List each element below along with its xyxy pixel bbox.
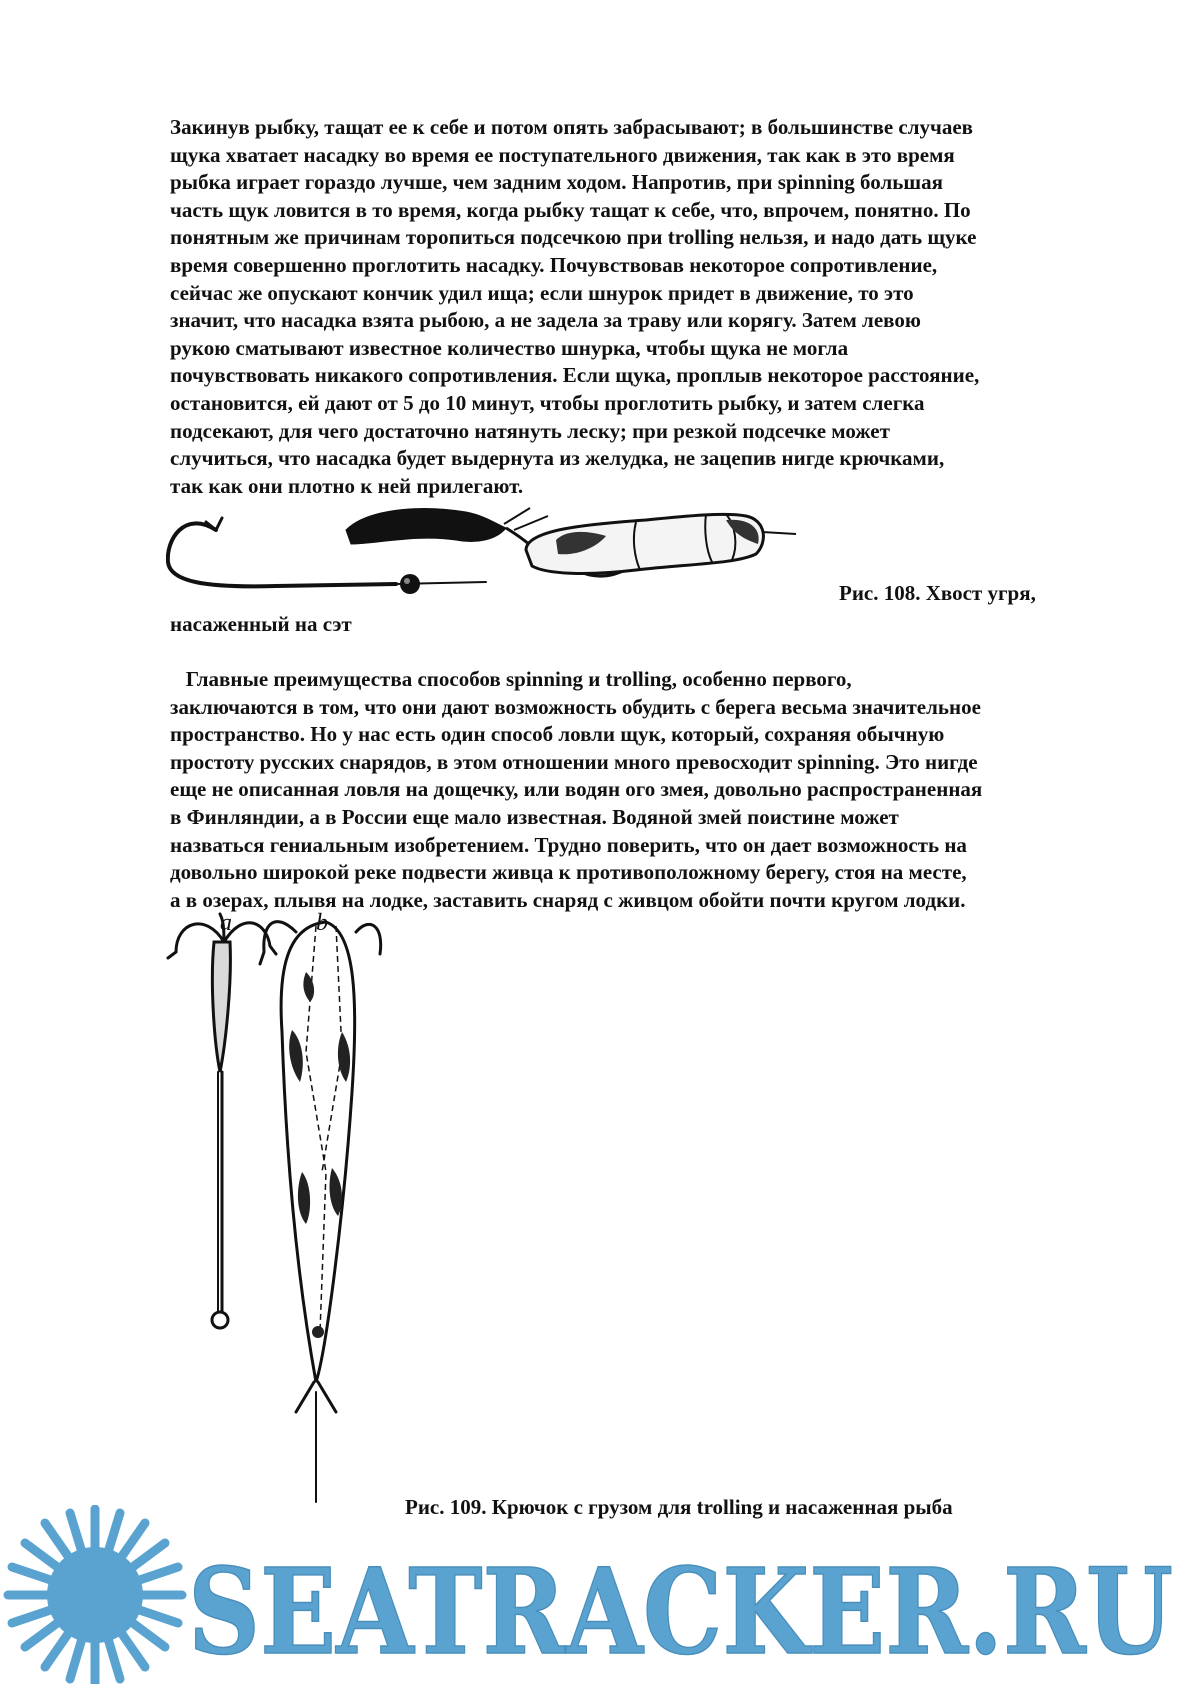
- figure-108-eel-tail-illustration: [166, 500, 826, 610]
- figure-108-caption-continued: насаженный на сэт: [170, 612, 352, 636]
- text-line: значит, что насадка взята рыбою, а не задела за траву или корягу. Затем левою: [170, 308, 921, 333]
- text-line: довольно широкой реке подвести живца к противоположному берегу, стоя на месте,: [170, 860, 967, 885]
- text-line: пространство. Но у нас есть один способ ловли щук, который, сохраняя обычную: [170, 722, 945, 747]
- seatracker-watermark-logo: [0, 1505, 1190, 1684]
- figure-109-label-b: b: [316, 910, 328, 936]
- text-line: так как они плотно к ней прилегают.: [170, 473, 524, 498]
- text-line: рукою сматывают известное количество шнурка, чтобы щука не могла: [170, 335, 849, 360]
- text-line: заключаются в том, что они дают возможность обудить с берега весьма значительное: [170, 694, 981, 719]
- text-line: часть щук ловится в то время, когда рыбку тащат к себе, что, впрочем, понятно. По: [170, 197, 971, 222]
- paragraph-2: [170, 666, 1130, 914]
- figure-109-hook-and-fish-illustration: [166, 912, 406, 1512]
- text-line: в Финляндии, а в России еще мало известная. Водяной змей поистине может: [170, 804, 899, 829]
- text-line: почувствовать никакого сопротивления. Если щука, проплыв некоторое расстояние,: [170, 363, 980, 388]
- text-line: щука хватает насадку во время ее поступательного движения, так как в это время: [170, 142, 955, 167]
- text-line: назваться гениальным изобретением. Трудно поверить, что он дает возможность на: [170, 832, 967, 857]
- text-line: Главные преимущества способов spinning и trolling, особенно первого,: [170, 667, 852, 691]
- text-line: простоту русских снарядов, в этом отношении много превосходит spinning. Это нигде: [170, 749, 978, 774]
- paragraph-1: [170, 114, 1130, 500]
- figure-109-caption: Рис. 109. Крючок с грузом для trolling и насаженная рыба: [405, 1495, 953, 1519]
- text-line: подсекают, для чего достаточно натянуть леску; при резкой подсечке может: [170, 418, 890, 443]
- text-line: рыбка играет гораздо лучше, чем задним ходом. Напротив, при spinning большая: [170, 170, 943, 195]
- text-line: сейчас же опускают кончик удил ища; если шнурок придет в движение, то это: [170, 280, 914, 305]
- watermark-text: SEATRACKER.RU: [188, 1542, 1173, 1681]
- text-line: а в озерах, плывя на лодке, заставить снаряд с живцом обойти почти кругом лодки.: [170, 887, 966, 912]
- figure-109-label-a: a: [220, 910, 232, 936]
- figure-108-caption: Рис. 108. Хвост угря,: [839, 581, 1036, 605]
- text-line: понятным же причинам торопиться подсечкою при trolling нельзя, и надо дать щуке: [170, 225, 977, 250]
- text-line: Закинув рыбку, тащат ее к себе и потом опять забрасывают; в большинстве случаев: [170, 115, 974, 139]
- text-line: время совершенно проглотить насадку. Почувствовав некоторое сопротивление,: [170, 252, 938, 277]
- text-line: случиться, что насадка будет выдернута из желудка, не зацепив нигде крючками,: [170, 446, 945, 471]
- text-line: еще не описанная ловля на дощечку, или водян ого змея, довольно распространенная: [170, 777, 983, 802]
- text-line: остановится, ей дают от 5 до 10 минут, чтобы проглотить рыбку, и затем слегка: [170, 390, 925, 415]
- sun-icon: [8, 1509, 182, 1683]
